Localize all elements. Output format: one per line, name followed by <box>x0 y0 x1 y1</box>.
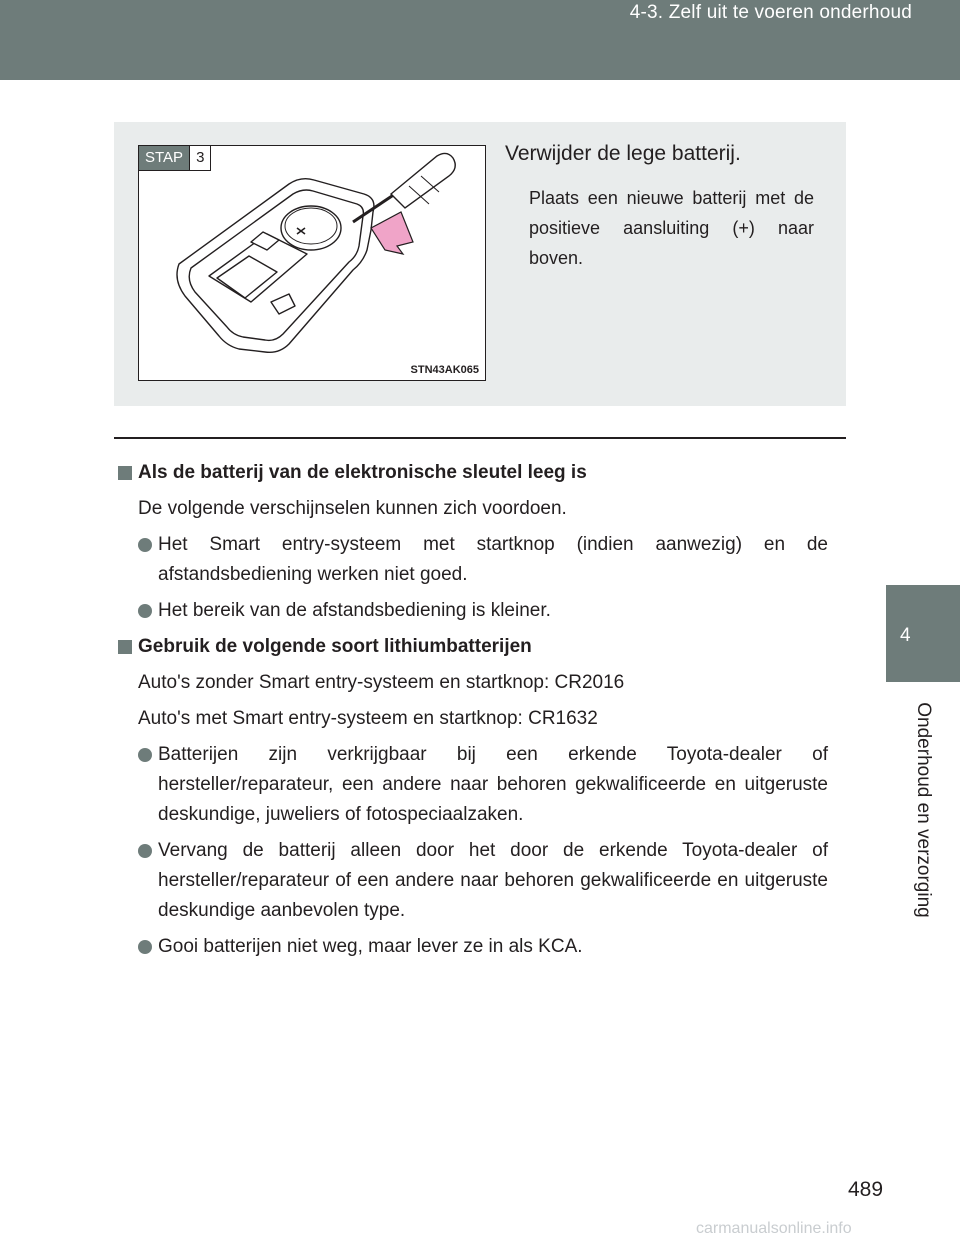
note-heading <box>114 458 828 488</box>
note-text: Auto's zonder Smart entry-systeem en startknop: CR2016 <box>138 672 625 693</box>
section-title: 4-3. Zelf uit te voeren onderhoud <box>629 2 912 23</box>
key-battery-illustration <box>139 146 485 380</box>
step-badge-label: STAP <box>139 146 190 171</box>
coin-battery <box>281 206 341 250</box>
square-bullet-icon <box>118 466 132 480</box>
note-heading-text: Als de batterij van de elektronische sleutel leeg is <box>138 462 587 483</box>
round-bullet-icon <box>138 940 152 954</box>
note-bullet <box>114 932 828 962</box>
note-heading <box>114 632 828 662</box>
chapter-label: Onderhoud en verzorging <box>913 702 934 918</box>
pry-arrow <box>371 212 413 254</box>
chapter-tab <box>886 585 960 682</box>
note-bullet-text: Vervang de batterij alleen door het door de erkende Toyota-dealer of hersteller/reparateur of een andere naar behoren gekwalificeerde en uitgeruste deskundige aanbevolen type. <box>158 840 828 921</box>
note-bullet-text: Het Smart entry-systeem met startknop (indien aanwezig) en de afstandsbediening werken niet goed. <box>158 534 828 585</box>
note-heading-text: Gebruik de volgende soort lithiumbatterijen <box>138 636 532 657</box>
round-bullet-icon <box>138 748 152 762</box>
page-number: 489 <box>848 1178 884 1201</box>
figure-code: STN43AK065 <box>410 364 479 376</box>
watermark: carmanualsonline.info <box>696 1220 852 1237</box>
screwdriver <box>353 153 455 222</box>
step-body: Plaats een nieuwe batterij met de positieve aansluiting (+) naar boven. <box>529 188 814 268</box>
round-bullet-icon <box>138 604 152 618</box>
chapter-number: 4 <box>900 625 911 646</box>
chapter-header <box>0 0 960 80</box>
chapter-label-wrap <box>886 690 960 930</box>
note-bullet <box>114 836 828 926</box>
step-figure <box>138 145 486 381</box>
note-text: De volgende verschijnselen kunnen zich voordoen. <box>138 498 567 519</box>
square-bullet-icon <box>118 640 132 654</box>
note-bullet <box>114 740 828 830</box>
note-bullet-text: Batterijen zijn verkrijgbaar bij een erkende Toyota-dealer of hersteller/reparateur, een andere naar behoren gekwalificeerde en uitgeruste deskundige, juweliers of fotospeciaalzaken. <box>158 744 828 825</box>
section-divider <box>114 437 846 439</box>
note-bullet-text: Het bereik van de afstandsbediening is kleiner. <box>158 600 551 621</box>
round-bullet-icon <box>138 538 152 552</box>
side-tab-spacer <box>886 80 960 585</box>
note-text: Auto's met Smart entry-systeem en startknop: CR1632 <box>138 708 598 729</box>
round-bullet-icon <box>138 844 152 858</box>
step-title: Verwijder de lege batterij. <box>505 142 741 165</box>
note-bullet-text: Gooi batterijen niet weg, maar lever ze in als KCA. <box>158 936 583 957</box>
note-bullet <box>114 530 828 590</box>
note-bullet <box>114 596 828 626</box>
notes-content <box>114 458 828 968</box>
step-badge-number: 3 <box>190 146 211 171</box>
